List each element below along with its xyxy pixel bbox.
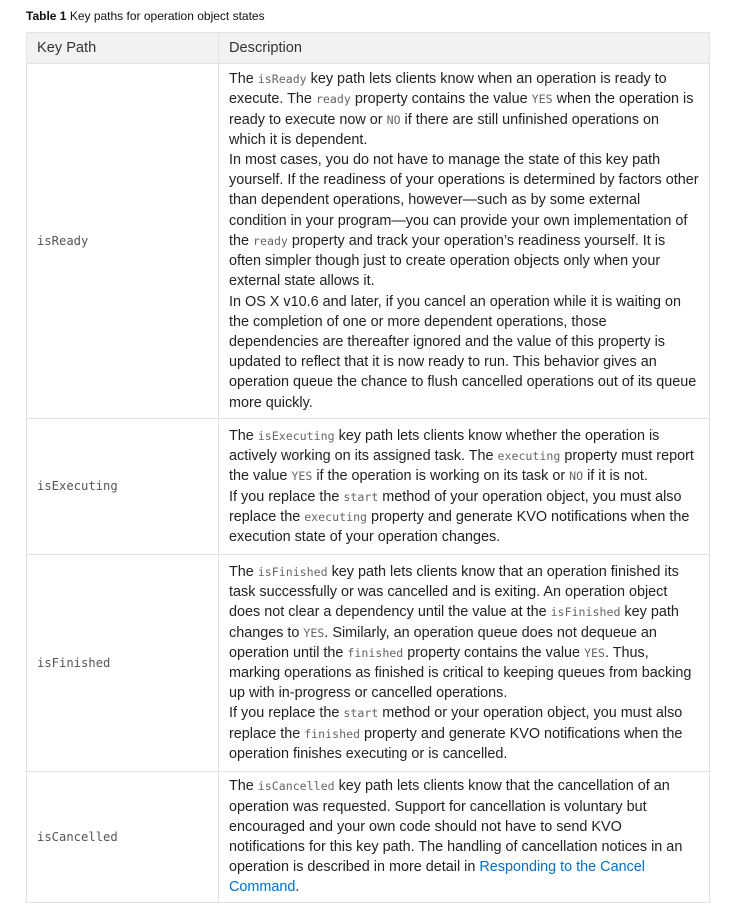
text-run: If you replace the [229,488,344,505]
inline-code: finished [304,726,361,741]
text-run: when the operation is ready to execute now or [229,91,694,128]
inline-code: start [343,489,379,504]
text-run: property and generate KVO notifications when the operation finishes executing or is cancelled. [229,725,683,762]
table-caption-label: Table 1 [26,9,67,23]
text-run: property must report the value [229,448,694,485]
table-caption-title: Key paths for operation object states [69,9,265,23]
key-path-cell: isCancelled [27,772,219,903]
text-run: The [229,563,258,580]
description-cell [219,772,710,903]
table-header-row [27,33,710,64]
description-paragraph [229,150,699,291]
inline-code: YES [531,92,553,107]
header-description: Description [219,33,710,64]
table-row [27,772,710,903]
description-paragraph [229,69,699,150]
text-run: If you replace the [229,705,344,722]
inline-code: isReady [257,72,307,87]
description-paragraph [229,487,699,548]
description-cell [219,64,710,419]
inline-code: YES [584,645,606,660]
table-row [27,419,710,555]
key-path-cell: isReady [27,64,219,419]
text-run: . Thus, marking operations as finished is critical to keeping queues from backing up with in-progress or cancelled operations. [229,644,692,702]
description-cell [219,419,710,555]
description-paragraph [229,426,699,487]
inline-code: YES [303,625,325,640]
text-run: key path lets clients know that an operation finished its task successfully or was cancelled and is exiting. An operation object does not clear a dependency until the value at the [229,563,679,621]
text-run: In most cases, you do not have to manage the state of this key path yourself. If the readiness of your operations is determined by factors other than dependent operations, however—such as by some external condition in your program—you can provide your own implementation of the [229,152,699,249]
inline-code: isCancelled [257,779,335,794]
text-run: method or your operation object, you must also replace the [229,705,683,742]
inline-code: start [343,706,379,721]
text-run: The [229,778,258,795]
text-run: property contains the value [350,91,532,108]
text-run: In OS X v10.6 and later, if you cancel an operation while it is waiting on the completion of one or more dependent operations, those dependencies are thereafter ignored and the value of this property is updated to reflect that it is now ready to run. This behavior gives an operation queue the chance to flush cancelled operations out of its queue more quickly. [229,293,697,411]
inline-code: isFinished [550,605,621,620]
text-run: The [229,71,258,88]
inline-code: finished [347,645,404,660]
inline-code: isExecuting [257,428,335,443]
inline-code: NO [386,112,401,127]
description-cell [219,555,710,772]
text-run: key path lets clients know whether the operation is actively working on its assigned task. The [229,427,660,465]
inline-code: NO [569,469,584,484]
key-path-cell: isExecuting [27,419,219,555]
text-run: The [229,427,258,444]
text-run: property and generate KVO notifications when the execution state of your operation changes. [229,508,690,545]
inline-code: YES [291,469,313,484]
key-path-cell: isFinished [27,555,219,772]
inline-code: ready [253,233,288,248]
cancel-command-link[interactable]: Responding to the Cancel Command [229,859,645,896]
text-run: . [295,879,300,896]
text-run: property and track your operation’s readiness yourself. It is often simpler though just to create operation objects only when your external state allows it. [229,232,666,290]
table-row [27,555,710,772]
text-run: method of your operation object, you must also replace the [229,488,682,525]
text-run: . Similarly, an operation queue does not dequeue an operation until the [229,624,657,661]
text-run: if the operation is working on its task or [312,468,570,485]
key-paths-table [26,32,710,903]
text-run: property contains the value [403,644,585,661]
description-paragraph [229,703,699,764]
header-key-path: Key Path [27,33,219,64]
text-run: key path lets clients know that the cancellation of an operation was requested. Support for cancellation is voluntary but encouraged and your own code should not have to send KVO notifications for this key path. The handling of cancellation notices in an operation is described in more detail in [229,778,683,876]
inline-code: ready [315,92,351,107]
table-caption [26,9,265,23]
inline-code: executing [304,509,368,524]
text-run: if it is not. [583,468,648,485]
text-run: key path changes to [229,604,679,641]
text-run: if there are still unfinished operations on which it is dependent. [229,111,659,148]
description-paragraph [229,776,699,897]
inline-code: isFinished [257,564,328,579]
text-run: key path lets clients know when an operation is ready to execute. The [229,71,667,108]
inline-code: executing [497,449,561,464]
description-paragraph [229,292,699,413]
table-row [27,64,710,419]
description-paragraph [229,562,699,703]
